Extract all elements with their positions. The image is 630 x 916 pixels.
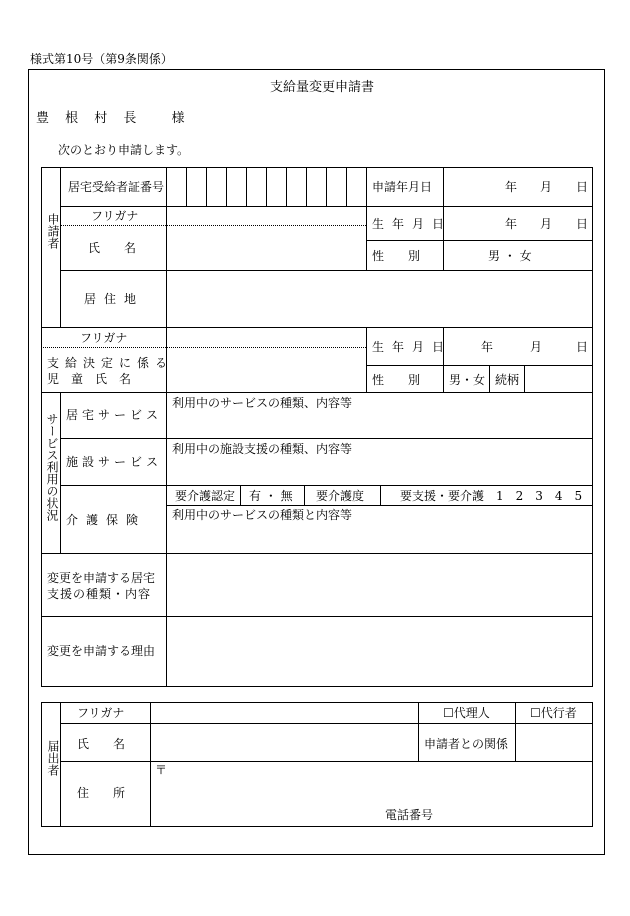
applicant-birth-day: 日 (576, 217, 589, 231)
submitter-furigana-label: フリガナ (77, 706, 125, 720)
care-level-options: 要支援・要介護 1 2 3 4 5 (400, 489, 583, 503)
applicant-birthdate-label: 生年月日 (372, 217, 453, 231)
addressee: 豊 根 村 長 様 (36, 111, 191, 126)
application-date-year: 年 (505, 180, 518, 194)
submitter-table (41, 702, 593, 827)
applicant-birth-year: 年 (505, 217, 518, 231)
change-type-label-2: 支援の種類・内容 (47, 587, 152, 601)
child-birth-day: 日 (576, 340, 589, 354)
cert-number-label: 居宅受給者証番号 (68, 180, 165, 194)
child-furigana-label: フリガナ (80, 331, 128, 345)
child-name-label-1: 支給決定に係る (47, 356, 174, 370)
submitter-section-label: 届出者 (46, 740, 60, 776)
home-service-label: 居宅サービス (66, 408, 163, 422)
applicant-birth-month: 月 (540, 217, 553, 231)
applicant-name-label: 氏 名 (88, 241, 137, 255)
submitter-name-label: 氏 名 (77, 737, 126, 751)
child-birth-year: 年 (481, 340, 494, 354)
care-level-label: 要介護度 (316, 489, 365, 503)
service-usage-section-label: サービス利用の状況 (45, 413, 59, 521)
proxy-checkbox[interactable]: ☐代行者 (530, 706, 577, 720)
applicant-address-label: 居住地 (84, 292, 145, 306)
applicant-furigana-label: フリガナ (91, 209, 139, 223)
child-relation-label: 続柄 (495, 373, 520, 387)
intro-text: 次のとおり申請します。 (58, 143, 190, 157)
agent-checkbox[interactable]: ☐代理人 (443, 706, 490, 720)
care-note: 利用中のサービスの種類と内容等 (172, 508, 353, 522)
home-service-note: 利用中のサービスの種類、内容等 (172, 396, 353, 410)
applicant-sex-options: 男 ・ 女 (488, 249, 532, 263)
change-reason-label: 変更を申請する理由 (47, 644, 156, 658)
care-insurance-label: 介護保険 (66, 513, 147, 527)
applicant-sex-label: 性 別 (372, 249, 421, 263)
child-sex-options: 男・女 (449, 373, 486, 387)
submitter-address-label: 住 所 (77, 786, 126, 800)
phone-label: 電話番号 (385, 808, 434, 822)
child-name-label-2: 児 童 氏 名 (47, 372, 132, 386)
change-type-label-1: 変更を申請する居宅 (47, 571, 156, 585)
relation-label: 申請者との関係 (424, 737, 509, 751)
child-birth-month: 月 (530, 340, 543, 354)
applicant-section-label: 申請者 (46, 213, 60, 249)
application-date-month: 月 (540, 180, 553, 194)
facility-service-note: 利用中の施設支援の種類、内容等 (172, 442, 353, 456)
form-title: 支給量変更申請書 (270, 80, 375, 95)
care-cert-options: 有 ・ 無 (249, 489, 293, 503)
form-number: 様式第10号（第9条関係） (30, 52, 173, 66)
child-birthdate-label: 生年月日 (372, 340, 453, 354)
postal-mark: 〒 (155, 763, 168, 777)
facility-service-label: 施設サービス (66, 455, 163, 469)
care-cert-label: 要介護認定 (175, 489, 236, 503)
application-date-day: 日 (576, 180, 589, 194)
child-sex-label: 性 別 (372, 373, 421, 387)
application-date-label: 申請年月日 (372, 180, 433, 194)
